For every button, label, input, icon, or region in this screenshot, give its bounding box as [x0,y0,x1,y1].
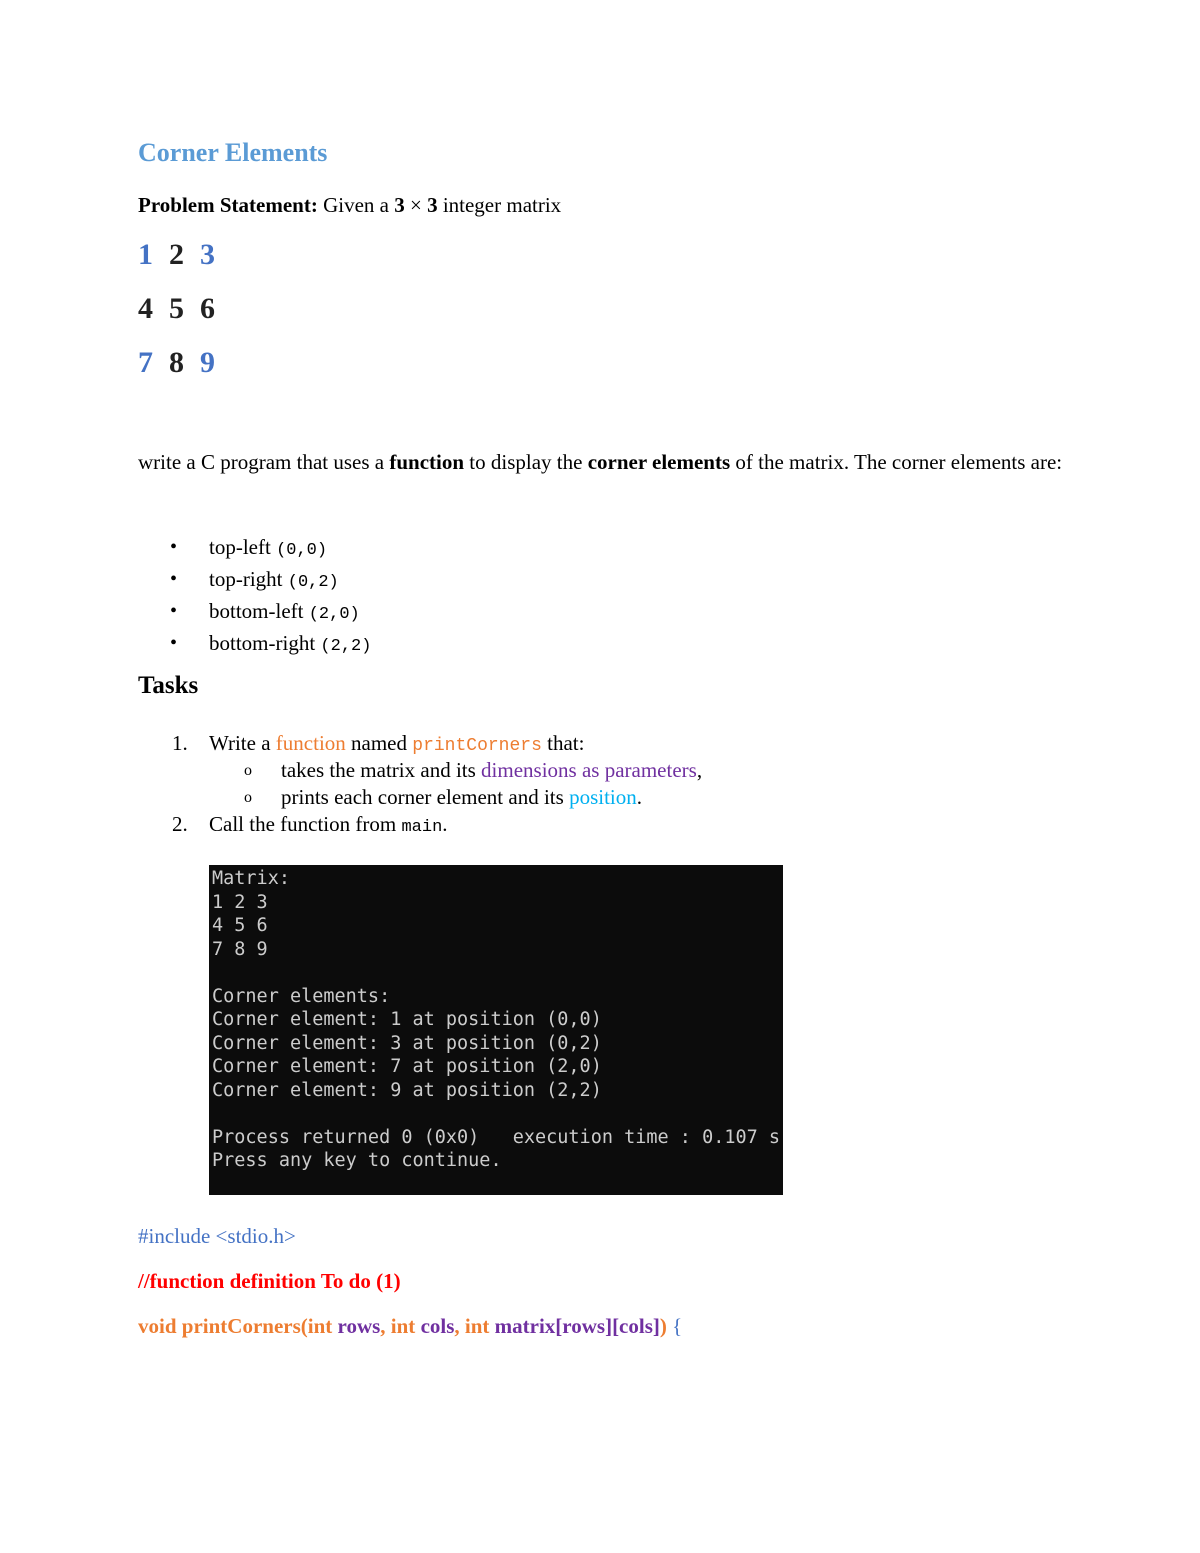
task-function-name: printCorners [412,736,542,756]
task-item-2 [172,811,702,838]
sub-text: . [636,785,642,809]
sub-highlight: dimensions as parameters [481,758,697,782]
terminal-line: Corner element: 9 at position (2,2) [212,1079,602,1101]
sub-text: , [696,758,703,782]
task-text: Call the function from [209,812,402,836]
problem-times: × [404,193,428,217]
terminal-line: Corner element: 7 at position (2,0) [212,1056,602,1077]
code-token: int [307,1314,338,1338]
list-item [170,565,371,597]
task-item-1 [172,730,702,757]
bullet-label: top-left [209,535,277,559]
problem-label: Problem Statement: [138,193,318,217]
matrix-cell: 1 [138,238,153,271]
matrix-cell: 3 [200,238,215,271]
code-function-signature [138,1314,682,1339]
bullet-label: bottom-right [209,631,321,655]
terminal-line [212,961,783,985]
task-number: 1. [172,731,188,755]
matrix-row-3 [138,346,231,380]
bullet-label: top-right [209,567,288,591]
task-subitem-1 [172,757,702,784]
task-text: Write a [209,731,276,755]
terminal-line: Corner element: 3 at position (0,2) [212,1032,602,1054]
problem-dim-a: 3 [394,193,405,217]
list-item [170,533,371,565]
task-text: that: [541,731,585,755]
code-include: #include <stdio.h> [138,1224,296,1248]
terminal-line: Corner elements: [212,985,391,1007]
bullet-label: bottom-left [209,599,309,623]
description-bold: corner elements [587,450,731,474]
matrix-cell: 8 [169,346,184,379]
code-token: cols [420,1314,455,1338]
bullet-code: (2,0) [308,605,360,624]
sub-text: prints each corner element and its [281,785,570,809]
code-token: , [380,1314,391,1338]
sub-text: takes the matrix and its [281,758,482,782]
tasks-list [172,730,702,838]
problem-text-suffix: integer matrix [437,193,562,217]
description-part: of the matrix. The corner elements are: [730,450,1063,474]
code-comment: //function definition To do (1) [138,1269,401,1293]
code-token: rows [337,1314,381,1338]
description-part: write a C program that uses a [138,450,390,474]
problem-dim-b: 3 [427,193,438,217]
problem-text-prefix: Given a [317,193,395,217]
matrix-cell: 2 [169,238,184,271]
code-token: printCorners( [181,1314,308,1338]
matrix-cell: 9 [200,346,215,379]
task-code: main [401,818,443,837]
tasks-heading: Tasks [138,672,199,699]
terminal-line: Press any key to continue. [212,1150,502,1171]
terminal-line: Process returned 0 (0x0) execution time : 0.107 s [212,1126,781,1148]
description-paragraph [138,447,1068,477]
terminal-output [209,865,783,1195]
list-item [170,629,371,661]
page-title: Corner Elements [138,138,328,167]
bullet-code: (0,2) [287,573,339,592]
bullet-code: (2,2) [320,637,372,656]
code-token: matrix[rows][cols] [494,1314,660,1338]
matrix-cell: 4 [138,292,153,325]
sub-marker: o [244,762,252,779]
matrix-row-1 [138,238,231,272]
matrix-cell: 7 [138,346,153,379]
description-bold: function [389,450,465,474]
code-token: { [666,1314,683,1338]
code-token: void [138,1314,182,1338]
bullet-code: (0,0) [276,541,328,560]
matrix-row-2 [138,292,231,326]
terminal-line: Corner element: 1 at position (0,0) [212,1009,602,1030]
description-part: to display the [464,450,588,474]
task-function-word: function [275,731,346,755]
terminal-line [212,1102,783,1126]
corner-bullet-list [170,533,371,661]
matrix-cell: 6 [200,292,215,325]
task-text: named [345,731,413,755]
terminal-line: 1 2 3 [212,891,268,913]
task-number: 2. [172,812,188,836]
list-item [170,597,371,629]
task-text: . [442,812,448,836]
task-subitem-2 [172,784,702,811]
terminal-line: 7 8 9 [212,938,268,960]
code-token: ) [659,1314,667,1338]
sub-highlight: position [569,785,637,809]
code-token: , [454,1314,465,1338]
code-token: int [464,1314,495,1338]
code-token: int [390,1314,421,1338]
sub-marker: o [244,789,252,806]
terminal-line: 4 5 6 [212,915,268,936]
problem-statement [138,193,561,218]
matrix-cell: 5 [169,292,184,325]
terminal-line: Matrix: [212,868,290,889]
